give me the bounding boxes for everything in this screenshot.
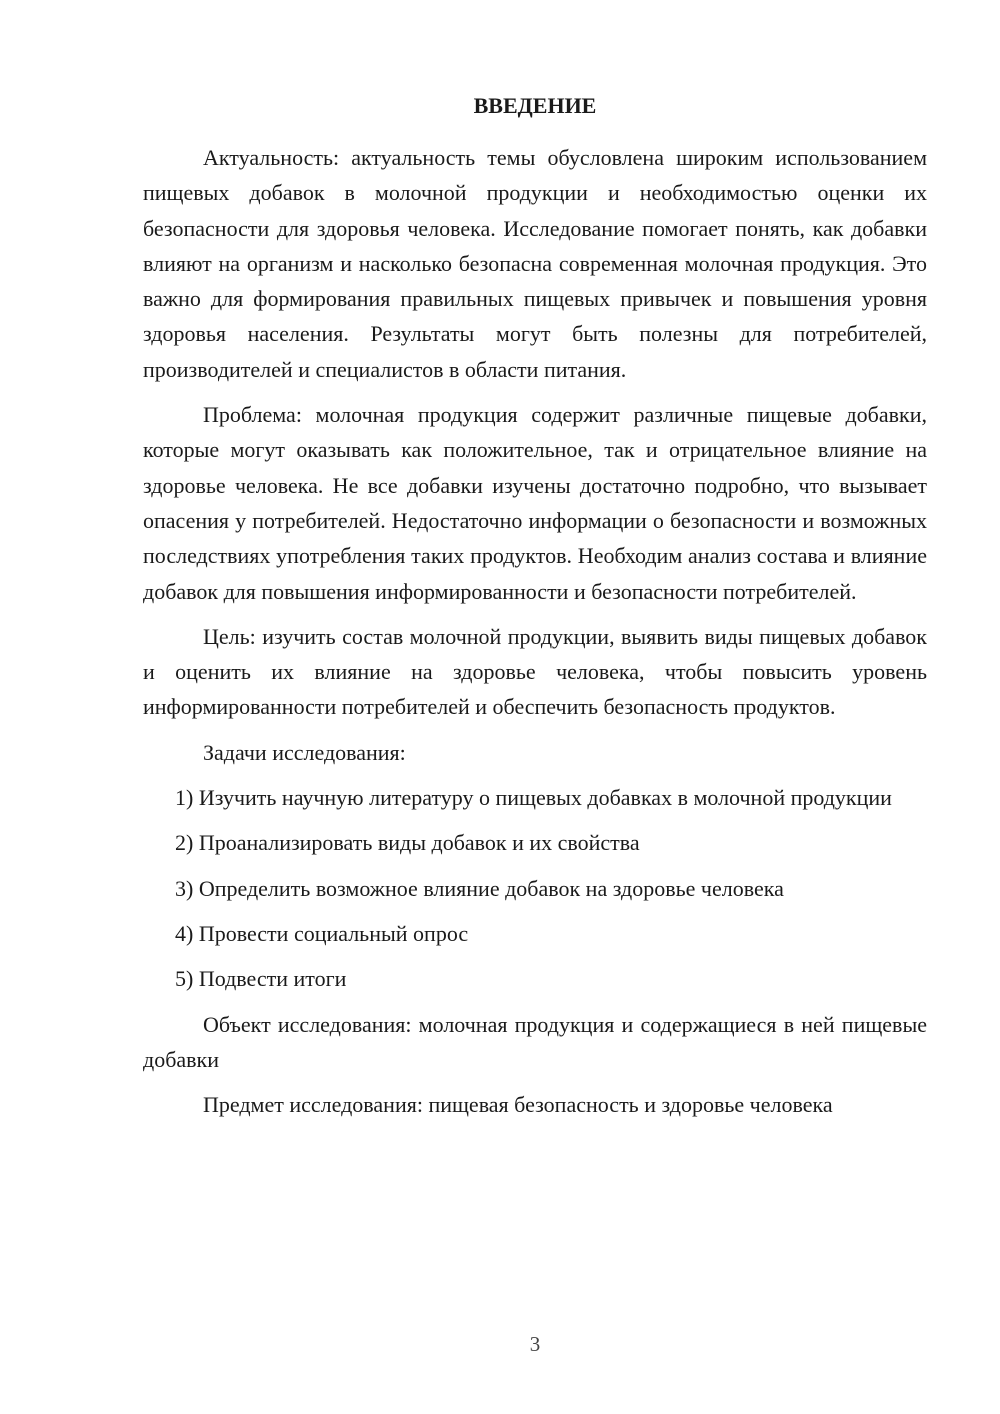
subject-paragraph: Предмет исследования: пищевая безопасность и здоровье человека [203,1092,833,1118]
problem-paragraph: Проблема: молочная продукция содержит различные пищевые добавки, которые могут оказывать как положительное, так и отрицательное влияние на здоровье человека. Не все добавки изучены достаточно подробно, что вызывает опасения у потребителей. Недостаточно информации о безопасности и возможных последствиях употребления таких продуктов. Необходим анализ состава и влияние добавок для повышения информированности и безопасности потребителей. [143,402,927,604]
task-item-1: 1) Изучить научную литературу о пищевых добавках в молочной продукции [175,785,892,811]
tasks-heading: Задачи исследования: [203,739,406,765]
section-title: ВВЕДЕНИЕ [473,93,597,118]
object-paragraph: Объект исследования: молочная продукция и содержащиеся в ней пищевые добавки [143,1011,927,1072]
relevance-paragraph: Актуальность: актуальность темы обусловлена широким использованием пищевых добавок в молочной продукции и необходимостью оценки их безопасности для здоровья человека. Исследование помогает понять, как добавки влияют на организм и насколько безопасна современная молочная продукция. Это важно для формирования правильных пищевых привычек и повышения уровня здоровья населения. Результаты могут быть полезны для потребителей, производителей и специалистов в области питания. [143,145,927,382]
goal-paragraph: Цель: изучить состав молочной продукции, выявить виды пищевых добавок и оценить их влияние на здоровье человека, чтобы повысить уровень информированности потребителей и обеспечить безопасность продуктов. [143,623,927,720]
task-item-5: 5) Подвести итоги [175,966,347,992]
document-page [143,88,927,1122]
task-item-4: 4) Провести социальный опрос [175,920,469,946]
task-item-3: 3) Определить возможное влияние добавок на здоровье человека [175,875,784,901]
page-number: 3 [529,1332,541,1356]
task-item-2: 2) Проанализировать виды добавок и их свойства [175,830,640,856]
